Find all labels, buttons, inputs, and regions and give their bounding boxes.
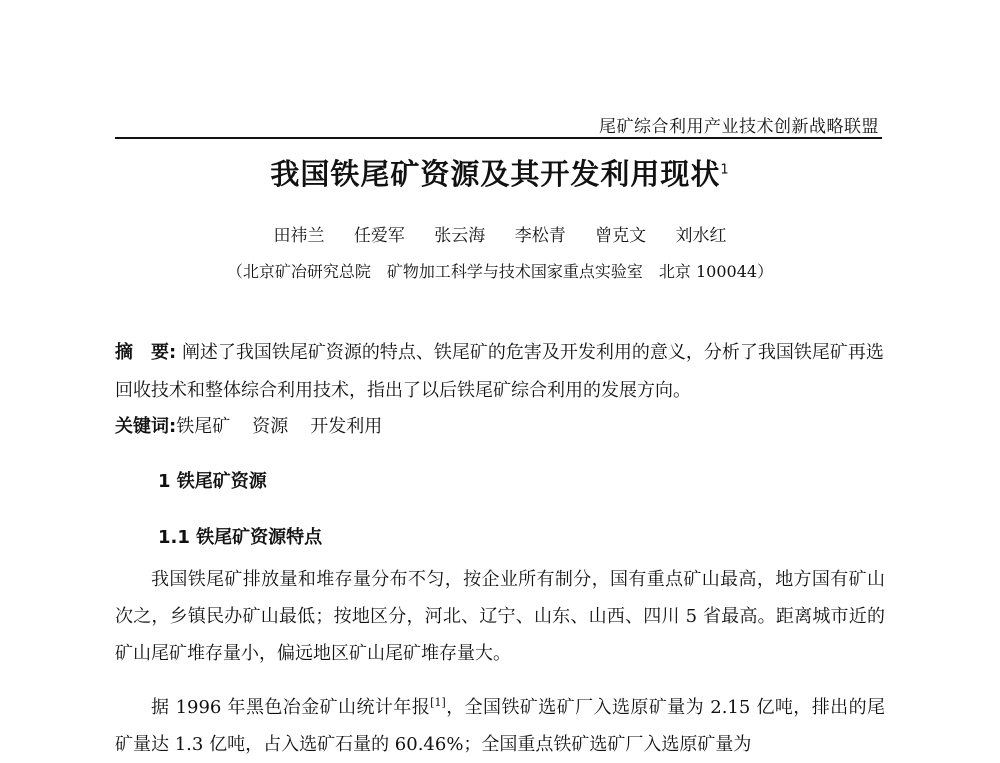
author: 张云海 [434,226,486,246]
section-heading: 1 铁尾矿资源 [158,471,267,492]
header-rule [115,137,882,139]
body-paragraph [115,684,885,763]
author-list [0,221,1000,246]
author: 任爱军 [353,226,405,246]
keywords-label: 关键词: [115,416,177,437]
body-paragraph: 我国铁尾矿排放量和堆存量分布不匀，按企业所有制分，国有重点矿山最高，地方国有矿山次之，乡镇民办矿山最低；按地区分，河北、辽宁、山东、山西、四川 5 省最高。距离城市近的矿山尾矿堆存量小，偏远地区矿山尾矿堆存量大。 [115,569,885,664]
title-footnote-mark: 1 [720,162,730,178]
subsection-heading: 1.1 铁尾矿资源特点 [158,527,323,548]
abstract-text: 阐述了我国铁尾矿资源的特点、铁尾矿的危害及开发利用的意义，分析了我国铁尾矿再选回收技术和整体综合利用技术，指出了以后铁尾矿综合利用的发展方向。 [115,342,884,401]
affiliation: （北京矿冶研究总院 矿物加工科学与技术国家重点实验室 北京 100044） [226,262,774,281]
keyword: 开发利用 [310,416,383,437]
citation-ref: [1] [430,696,446,709]
abstract [115,334,885,410]
author: 曾克文 [595,226,647,246]
abstract-label: 摘 要: [115,342,177,363]
paper-title [0,152,1000,193]
keywords [115,412,885,438]
running-header: 尾矿综合利用产业技术创新战略联盟 [599,117,879,137]
paper-title-text: 我国铁尾矿资源及其开发利用现状 [270,157,721,191]
paragraph-text: 据 1996 年黑色冶金矿山统计年报 [151,697,431,718]
keyword: 铁尾矿 [176,416,231,437]
author: 刘水红 [675,226,727,246]
author: 李松青 [514,226,566,246]
author: 田祎兰 [273,226,325,246]
paragraph-text: ，全国铁矿选矿厂入选原矿量为 2.15 亿吨，排出的尾矿量达 1.3 亿吨，占入选矿石量的 60.46%；全国重点铁矿选矿厂入选原矿量为 [115,697,885,755]
keyword: 资源 [252,416,289,437]
